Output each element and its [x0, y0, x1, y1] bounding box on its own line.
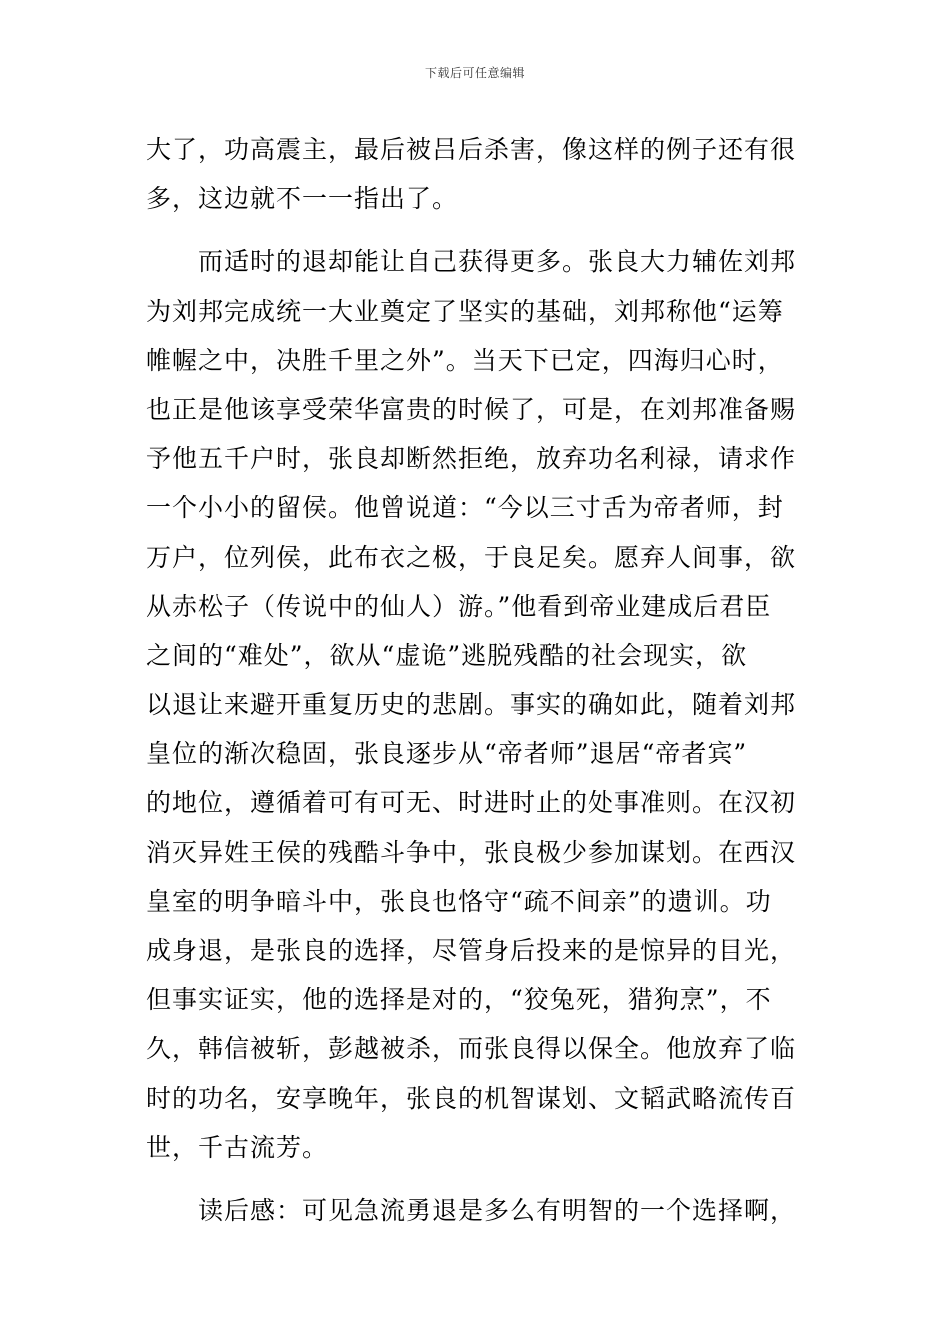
text-line: 从赤松子（传说中的仙人）游。”他看到帝业建成后君臣	[146, 591, 772, 621]
text-line: 皇位的渐次稳固，张良逐步从“帝者师”退居“帝者宾”	[146, 739, 748, 769]
text-line: 读后感：可见急流勇退是多么有明智的一个选择啊，	[198, 1195, 797, 1225]
paragraph-1	[146, 125, 806, 223]
paragraph-2	[146, 237, 806, 1172]
text-line: 予他五千户时，张良却断然拒绝，放弃功名利禄，请求作	[146, 444, 797, 474]
text-line: 皇室的明争暗斗中，张良也恪守“疏不间亲”的遗训。功	[146, 886, 772, 916]
text-line: 消灭异姓王侯的残酷斗争中，张良极少参加谋划。在西汉	[146, 837, 797, 867]
paragraph-3	[146, 1186, 806, 1235]
text-line: 一个小小的留侯。他曾说道：“今以三寸舌为帝者师，封	[146, 493, 784, 523]
text-line: 也正是他该享受荣华富贵的时候了，可是，在刘邦准备赐	[146, 394, 797, 424]
page-header: 下载后可任意编辑	[424, 66, 525, 80]
text-line: 久，韩信被斩，彭越被杀，而张良得以保全。他放弃了临	[146, 1034, 797, 1064]
text-line: 以退让来避开重复历史的悲剧。事实的确如此，随着刘邦	[146, 690, 797, 720]
text-line: 时的功名，安享晚年，张良的机智谋划、文韬武略流传百	[146, 1083, 797, 1113]
text-line: 但事实证实，他的选择是对的，“狡兔死，猎狗烹”，不	[146, 985, 772, 1015]
text-line: 而适时的退却能让自己获得更多。张良大力辅佐刘邦	[198, 247, 797, 277]
text-line: 大了，功高震主，最后被吕后杀害，像这样的例子还有很	[146, 135, 797, 164]
text-line: 为刘邦完成统一大业奠定了坚实的基础，刘邦称他“运筹	[146, 296, 784, 326]
text-line: 万户，位列侯，此布衣之极，于良足矣。愿弃人间事，欲	[146, 542, 797, 572]
text-line: 帷幄之中，决胜千里之外”。当天下已定，四海归心时，	[146, 345, 784, 375]
text-line: 多，这边就不一一指出了。	[146, 184, 459, 214]
document-body	[146, 125, 806, 1235]
text-line: 成身退，是张良的选择，尽管身后投来的是惊异的目光，	[146, 936, 797, 965]
text-line: 的地位，遵循着可有可无、时进时止的处事准则。在汉初	[146, 788, 797, 818]
text-line: 世，千古流芳。	[146, 1132, 329, 1162]
text-line: 之间的“难处”，欲从“虚诡”逃脱残酷的社会现实，欲	[146, 640, 748, 670]
